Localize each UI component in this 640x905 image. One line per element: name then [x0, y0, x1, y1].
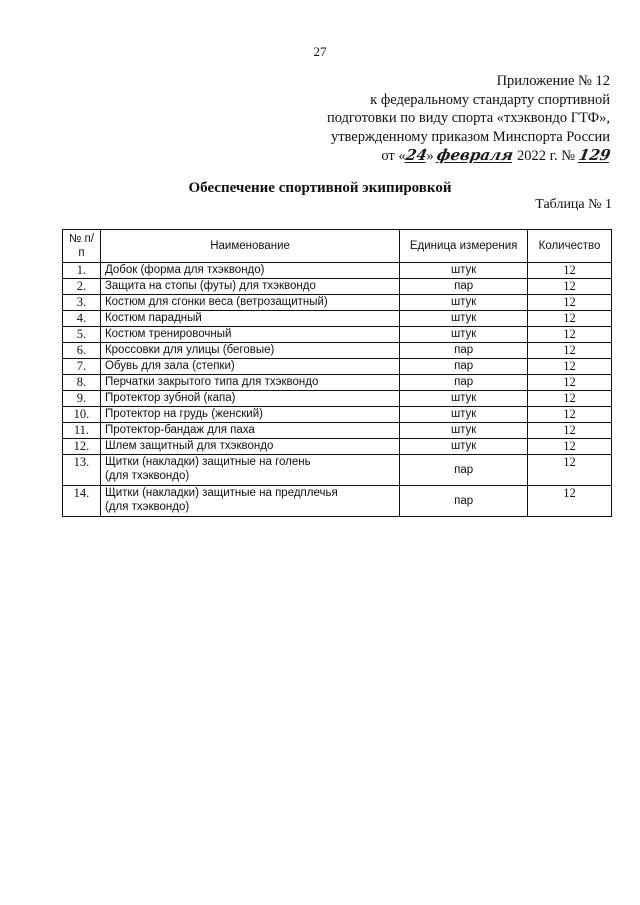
row-name: Защита на стопы (футы) для тхэквондо — [100, 279, 399, 295]
row-quantity: 12 — [528, 439, 612, 455]
date-prefix: от « — [381, 148, 406, 164]
row-number: 12. — [63, 439, 101, 455]
row-number: 11. — [63, 423, 101, 439]
row-name: Протектор зубной (капа) — [100, 391, 399, 407]
appendix-line-3: подготовки по виду спорта «тхэквондо ГТФ», — [326, 110, 610, 126]
handwritten-order-number: 129 — [577, 146, 612, 164]
header-quantity: Количество — [528, 230, 612, 263]
table-row — [63, 375, 612, 391]
row-name — [100, 455, 399, 486]
row-number: 10. — [63, 407, 101, 423]
row-name-line-1: Щитки (накладки) защитные на голень — [104, 456, 311, 468]
table-row — [63, 279, 612, 295]
row-unit: пар — [400, 343, 528, 359]
appendix-header — [300, 72, 610, 166]
row-name: Перчатки закрытого типа для тхэквондо — [100, 375, 399, 391]
page-number: 27 — [313, 44, 327, 59]
table-row — [63, 263, 612, 279]
row-name-line-1: Щитки (накладки) защитные на предплечья — [104, 487, 338, 499]
document-title: Обеспечение спортивной экипировкой — [188, 180, 452, 196]
table-row — [63, 439, 612, 455]
row-unit: пар — [400, 279, 528, 295]
row-name: Костюм для сгонки веса (ветрозащитный) — [100, 295, 399, 311]
row-name — [100, 486, 399, 517]
table-row — [63, 295, 612, 311]
row-number: 2. — [63, 279, 101, 295]
row-quantity: 12 — [528, 311, 612, 327]
row-number: 9. — [63, 391, 101, 407]
row-unit: штук — [400, 295, 528, 311]
equipment-table — [62, 229, 612, 517]
row-unit: пар — [400, 359, 528, 375]
table-row — [63, 486, 612, 517]
row-quantity: 12 — [528, 295, 612, 311]
row-unit: штук — [400, 407, 528, 423]
row-number: 14. — [63, 486, 101, 517]
header-unit: Единица измерения — [400, 230, 528, 263]
row-unit: пар — [400, 455, 528, 486]
header-number: № п/п — [63, 230, 101, 263]
table-header-row — [63, 230, 612, 263]
row-name: Шлем защитный для тхэквондо — [100, 439, 399, 455]
row-number: 4. — [63, 311, 101, 327]
table-row — [63, 455, 612, 486]
handwritten-day: 24 — [404, 146, 429, 164]
row-unit: штук — [400, 327, 528, 343]
appendix-line-4: утвержденному приказом Минспорта России — [330, 128, 610, 145]
row-number: 8. — [63, 375, 101, 391]
appendix-line-2: к федеральному стандарту спортивной — [370, 91, 610, 108]
date-separator: » — [426, 148, 434, 164]
table-row — [63, 407, 612, 423]
table-row — [63, 359, 612, 375]
handwritten-month: февраля — [435, 146, 516, 164]
row-name-line-2: (для тхэквондо) — [104, 501, 190, 513]
row-quantity: 12 — [528, 375, 612, 391]
row-name: Костюм парадный — [100, 311, 399, 327]
row-quantity: 12 — [528, 423, 612, 439]
row-unit: штук — [400, 439, 528, 455]
table-row — [63, 391, 612, 407]
row-name: Костюм тренировочный — [100, 327, 399, 343]
row-number: 7. — [63, 359, 101, 375]
row-quantity: 12 — [528, 359, 612, 375]
table-row — [63, 311, 612, 327]
row-quantity: 12 — [528, 391, 612, 407]
row-quantity: 12 — [528, 343, 612, 359]
table-label: Таблица № 1 — [535, 197, 612, 212]
row-unit: штук — [400, 391, 528, 407]
row-number: 3. — [63, 295, 101, 311]
row-quantity: 12 — [528, 279, 612, 295]
row-number: 5. — [63, 327, 101, 343]
table-row — [63, 343, 612, 359]
row-unit: штук — [400, 263, 528, 279]
appendix-date-line — [300, 146, 610, 166]
row-number: 13. — [63, 455, 101, 486]
header-name: Наименование — [100, 230, 399, 263]
row-quantity: 12 — [528, 327, 612, 343]
row-unit: пар — [400, 486, 528, 517]
row-unit: пар — [400, 375, 528, 391]
row-number: 1. — [63, 263, 101, 279]
row-quantity: 12 — [528, 455, 612, 486]
row-number: 6. — [63, 343, 101, 359]
row-quantity: 12 — [528, 407, 612, 423]
row-name: Протектор-бандаж для паха — [100, 423, 399, 439]
table-row — [63, 327, 612, 343]
row-name: Протектор на грудь (женский) — [100, 407, 399, 423]
date-year: 2022 г. № — [517, 148, 576, 164]
row-name: Обувь для зала (степки) — [100, 359, 399, 375]
row-unit: штук — [400, 423, 528, 439]
appendix-title: Приложение № 12 — [496, 73, 610, 89]
row-quantity: 12 — [528, 486, 612, 517]
row-name-line-2: (для тхэквондо) — [104, 470, 190, 482]
row-name: Кроссовки для улицы (беговые) — [100, 343, 399, 359]
row-unit: штук — [400, 311, 528, 327]
row-name: Добок (форма для тхэквондо) — [100, 263, 399, 279]
table-row — [63, 423, 612, 439]
row-quantity: 12 — [528, 263, 612, 279]
